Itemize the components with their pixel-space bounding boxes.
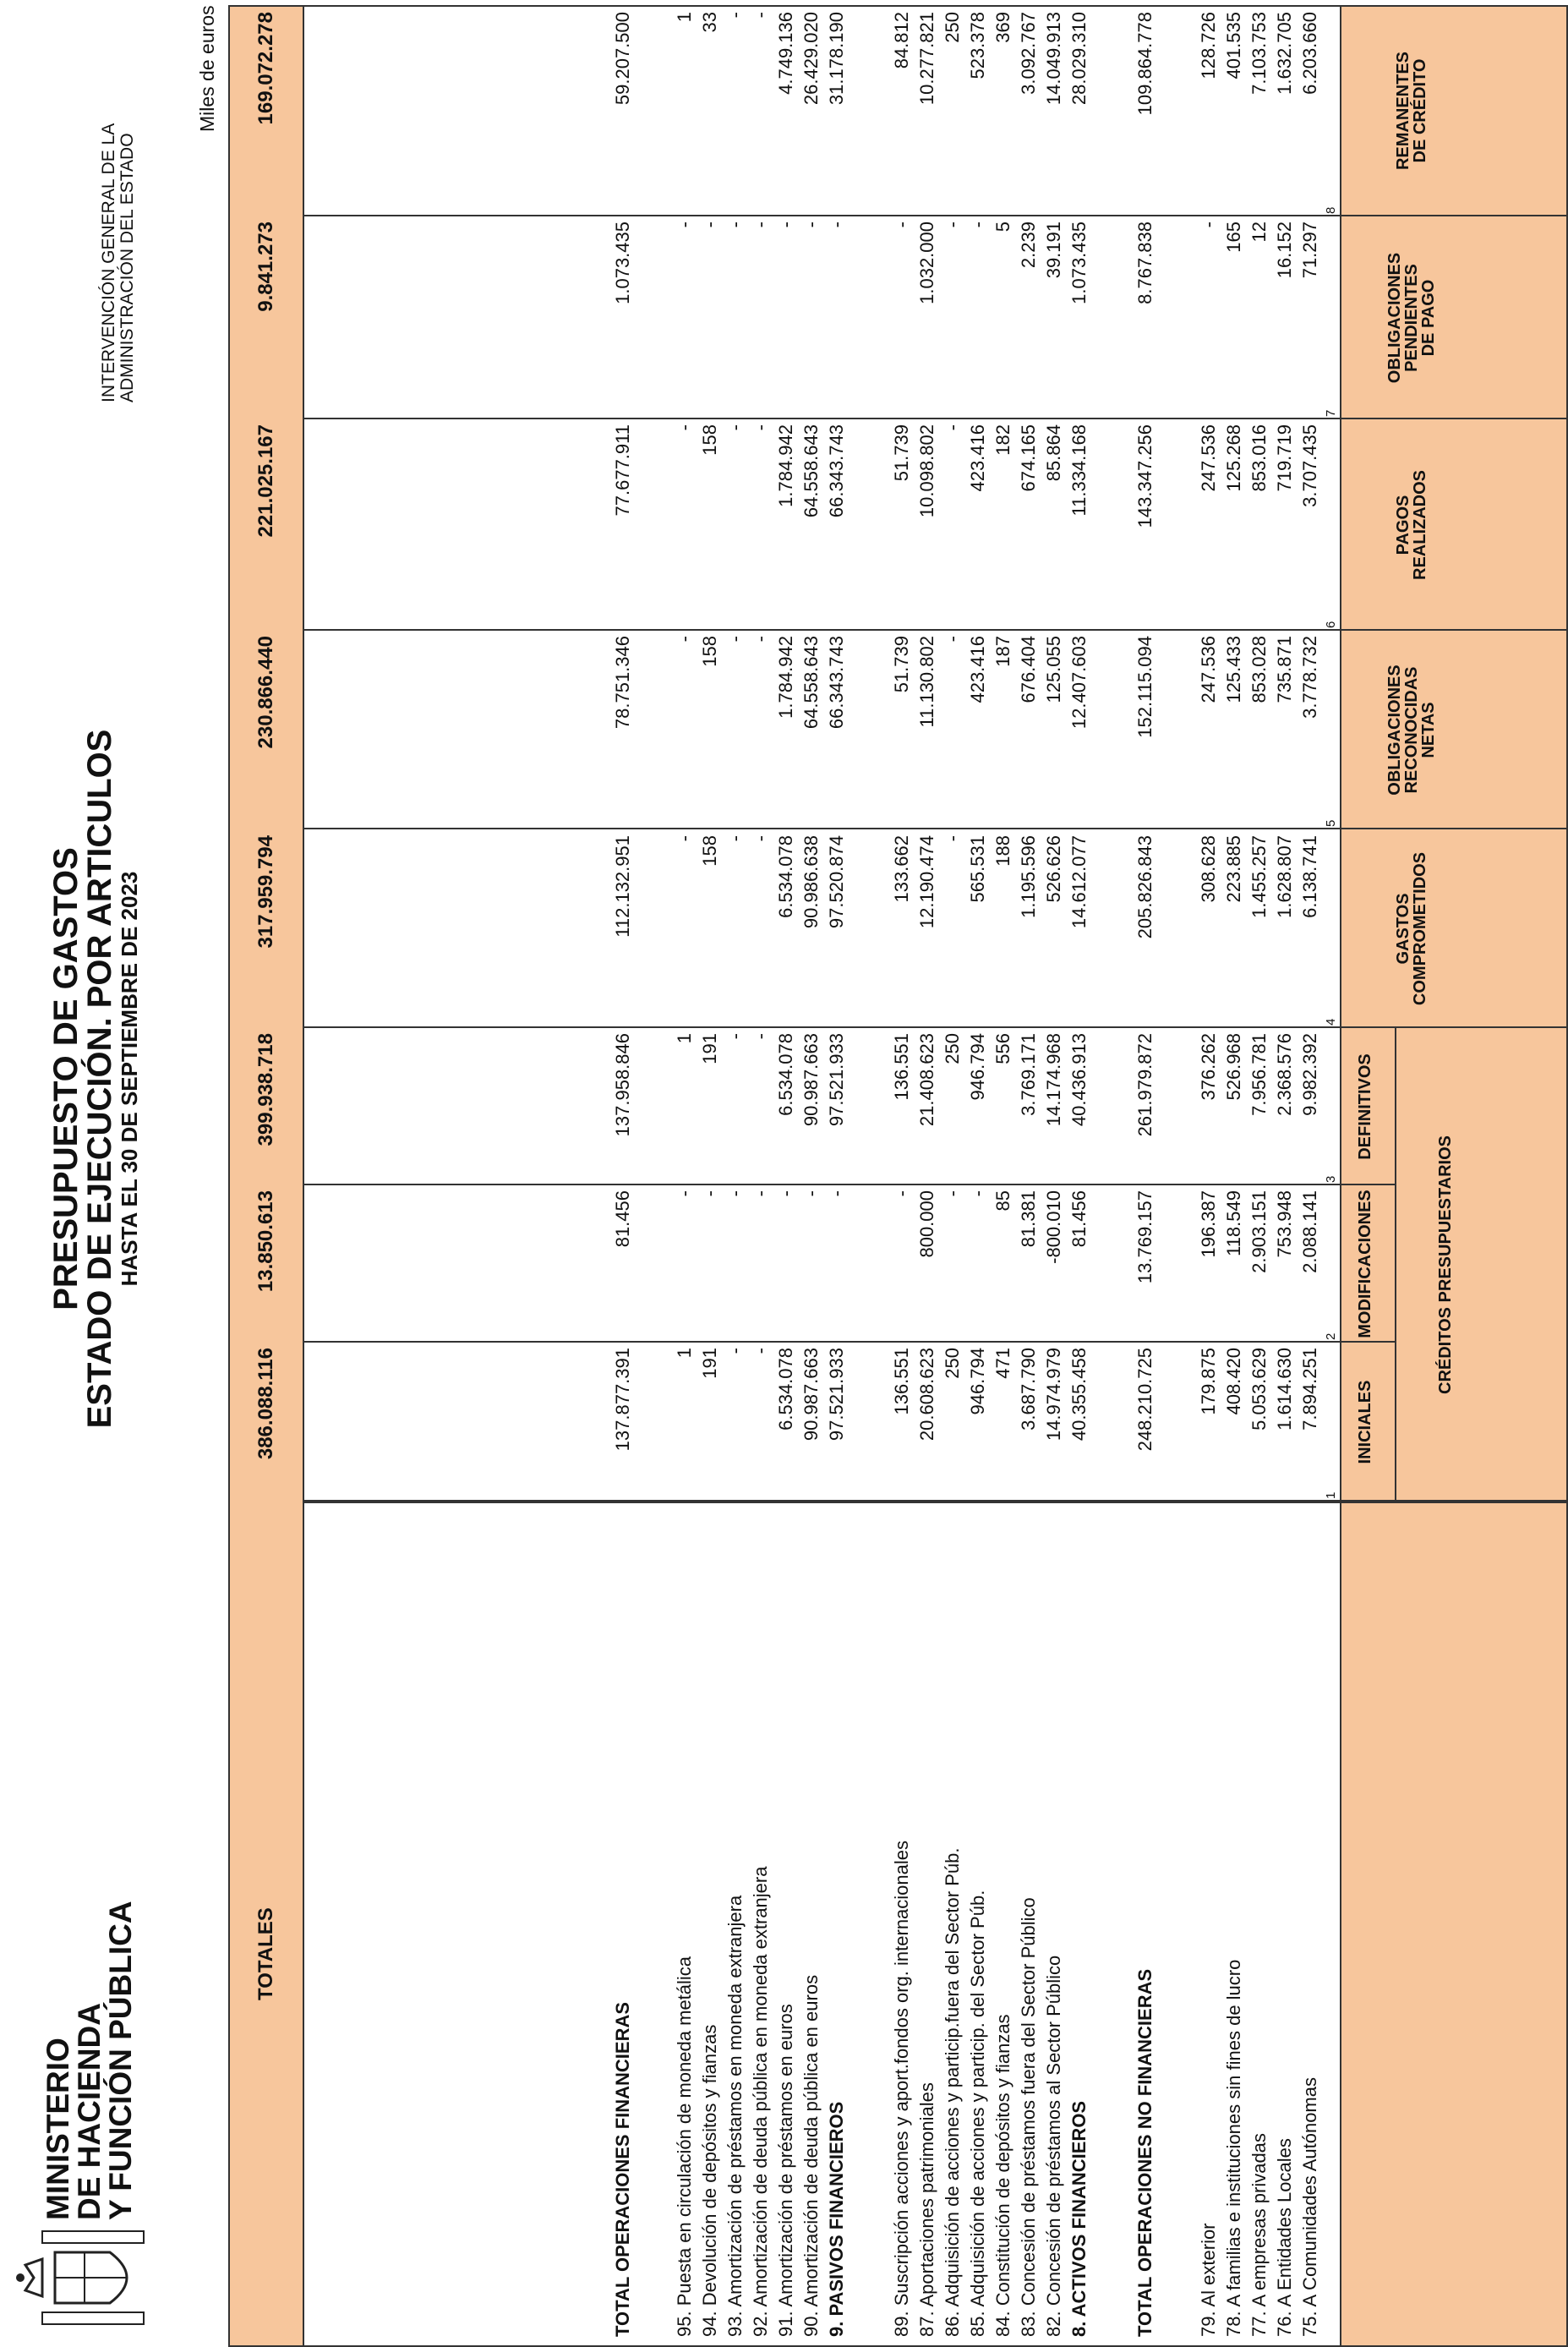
ministry-line-1: MINISTERIO <box>41 2038 75 2220</box>
row-value: 59.207.500 <box>612 12 633 106</box>
row-value: 20.608.623 <box>916 1348 937 1442</box>
ministry-name <box>42 1901 136 2220</box>
header-definitivos: DEFINITIVOS <box>1356 1053 1374 1160</box>
row-value: - <box>674 636 695 643</box>
totals-value: 230.866.440 <box>254 636 277 749</box>
row-value: 81.381 <box>1018 1190 1039 1248</box>
row-value: 109.864.778 <box>1134 12 1156 116</box>
row-value: 1 <box>674 1348 695 1359</box>
row-value: 408.420 <box>1223 1348 1244 1415</box>
row-value: 152.115.094 <box>1134 636 1156 738</box>
row-value: 308.628 <box>1198 835 1219 903</box>
row-value: 14.612.077 <box>1068 835 1090 929</box>
row-value: 248.210.725 <box>1134 1348 1156 1452</box>
row-value: 247.536 <box>1198 636 1219 703</box>
totals-value: 221.025.167 <box>254 424 277 538</box>
row-value: - <box>942 424 963 431</box>
report-title <box>49 656 142 1502</box>
row-value: 14.049.913 <box>1043 12 1064 106</box>
row-value: 40.436.913 <box>1068 1033 1090 1127</box>
row-value: 5.053.629 <box>1248 1348 1270 1431</box>
row-value: - <box>775 222 796 228</box>
row-label: 9. PASIVOS FINANCIEROS <box>826 2101 847 2337</box>
row-label: 90. Amortización de deuda pública en euros <box>800 1974 822 2337</box>
row-value: 1.628.807 <box>1274 835 1295 918</box>
row-value: - <box>942 222 963 228</box>
row-value: 376.262 <box>1198 1033 1219 1101</box>
row-label: 93. Amortización de préstamos en moneda extranjera <box>724 1895 746 2337</box>
row-value: 31.178.190 <box>826 12 847 106</box>
row-value: - <box>750 424 771 431</box>
row-value: - <box>967 1190 988 1197</box>
row-value: 4.749.136 <box>775 12 796 95</box>
row-value: 3.707.435 <box>1299 424 1320 507</box>
row-label: 76. A Entidades Locales <box>1274 2138 1295 2337</box>
row-value: 66.343.743 <box>826 424 847 518</box>
row-value: - <box>891 1190 912 1197</box>
row-value: 1.195.596 <box>1018 835 1039 918</box>
row-value: 1.614.630 <box>1274 1348 1295 1431</box>
row-value: 719.719 <box>1274 424 1295 492</box>
row-value: 3.092.767 <box>1018 12 1039 95</box>
row-label: 75. A Comunidades Autónomas <box>1299 2077 1320 2337</box>
row-value: 6.534.078 <box>775 1033 796 1116</box>
row-value: 10.098.802 <box>916 424 937 518</box>
row-value: 90.987.663 <box>800 1033 822 1127</box>
row-value: 7.956.781 <box>1248 1033 1270 1116</box>
row-value: 205.826.843 <box>1134 835 1156 939</box>
row-value: - <box>750 835 771 842</box>
row-value: - <box>724 12 746 19</box>
row-value: 66.343.743 <box>826 636 847 730</box>
row-value: - <box>967 222 988 228</box>
row-value: 133.662 <box>891 835 912 903</box>
row-value: 3.778.732 <box>1299 636 1320 719</box>
row-value: 90.987.663 <box>800 1348 822 1442</box>
row-value: 188 <box>992 835 1013 867</box>
row-value: 261.979.872 <box>1134 1033 1156 1137</box>
row-value: - <box>750 222 771 228</box>
row-label: 86. Adquisición de acciones y particip.fuera del Sector Púb. <box>942 1847 963 2337</box>
row-value: 565.531 <box>967 835 988 903</box>
row-value: - <box>674 222 695 228</box>
row-value: 85 <box>992 1190 1013 1212</box>
col-num-2: 2 <box>1324 1332 1338 1340</box>
row-value: 64.558.643 <box>800 424 822 518</box>
row-value: 7.103.753 <box>1248 12 1270 95</box>
row-value: 423.416 <box>967 424 988 492</box>
row-value: - <box>699 1190 720 1197</box>
row-value: 77.677.911 <box>612 424 633 517</box>
row-value: 187 <box>992 636 1013 667</box>
ministry-line-2: DE HACIENDA <box>72 2003 107 2220</box>
row-value: - <box>750 1348 771 1354</box>
row-value: 64.558.643 <box>800 636 822 730</box>
row-label: 84. Constitución de depósitos y fianzas <box>992 2014 1013 2337</box>
row-value: 97.521.933 <box>826 1348 847 1442</box>
row-value: 39.191 <box>1043 222 1064 279</box>
header-iniciales: INICIALES <box>1356 1380 1374 1464</box>
row-value: 158 <box>699 636 720 667</box>
row-value: - <box>775 1190 796 1197</box>
row-value: 10.277.821 <box>916 12 937 106</box>
row-value: 33 <box>699 12 720 33</box>
row-value: 16.152 <box>1274 222 1295 279</box>
col-num-6: 6 <box>1324 621 1338 628</box>
row-value: 11.130.802 <box>916 636 937 728</box>
row-value: 2.368.576 <box>1274 1033 1295 1116</box>
row-value: 5 <box>992 222 1013 233</box>
col-num-7: 7 <box>1324 409 1338 417</box>
row-value: 14.974.979 <box>1043 1348 1064 1442</box>
igae-line-2: ADMINISTRACIÓN DEL ESTADO <box>117 133 137 402</box>
row-value: 8.767.838 <box>1134 222 1156 304</box>
header-reconocidas: OBLIGACIONES RECONOCIDAS NETAS <box>1385 665 1438 796</box>
row-value: - <box>750 636 771 643</box>
totals-value: 13.850.613 <box>254 1190 277 1293</box>
row-value: 11.334.168 <box>1068 424 1090 517</box>
row-value: 526.968 <box>1223 1033 1244 1101</box>
row-value: 1 <box>674 1033 695 1044</box>
row-value: 1 <box>674 12 695 23</box>
igae-label <box>100 47 137 402</box>
col-num-1: 1 <box>1324 1491 1338 1499</box>
row-label: 85. Adquisición de acciones y particip. del Sector Púb. <box>967 1890 988 2337</box>
row-value: 191 <box>699 1033 720 1064</box>
row-value: 136.551 <box>891 1033 912 1101</box>
row-value: 13.769.157 <box>1134 1190 1156 1284</box>
row-value: 674.165 <box>1018 424 1039 492</box>
row-value: 51.739 <box>891 424 912 482</box>
row-value: 6.534.078 <box>775 1348 796 1431</box>
totals-value: 399.938.718 <box>254 1033 277 1146</box>
row-value: 401.535 <box>1223 12 1244 79</box>
header-creditos: CRÉDITOS PRESUPUESTARIOS <box>1436 1135 1455 1394</box>
totals-value: 317.959.794 <box>254 835 277 949</box>
row-value: 526.626 <box>1043 835 1064 903</box>
row-value: 21.408.623 <box>916 1033 937 1127</box>
row-label: 79. Al exterior <box>1198 2223 1219 2337</box>
totals-value: 169.072.278 <box>254 12 277 125</box>
col-num-3: 3 <box>1324 1175 1338 1183</box>
row-value: 2.088.141 <box>1299 1190 1320 1273</box>
row-label: 8. ACTIVOS FINANCIEROS <box>1068 2100 1090 2337</box>
row-value: 125.433 <box>1223 636 1244 703</box>
row-label: 91. Amortización de préstamos en euros <box>775 2004 796 2337</box>
row-value: 182 <box>992 424 1013 456</box>
row-value: 97.520.874 <box>826 835 847 929</box>
row-value: - <box>942 1190 963 1197</box>
row-value: - <box>800 1190 822 1197</box>
row-value: 26.429.020 <box>800 12 822 106</box>
row-value: 946.794 <box>967 1033 988 1101</box>
row-value: 179.875 <box>1198 1348 1219 1415</box>
row-value: 853.016 <box>1248 424 1270 492</box>
row-value: 250 <box>942 12 963 43</box>
row-value: - <box>724 835 746 842</box>
row-value: - <box>674 424 695 431</box>
coat-of-arms-icon <box>8 2227 161 2328</box>
row-label: 77. A empresas privadas <box>1248 2133 1270 2337</box>
row-value: 1.073.435 <box>1068 222 1090 304</box>
row-value: 118.549 <box>1223 1190 1244 1256</box>
row-value: 112.132.951 <box>612 835 633 938</box>
row-value: 128.726 <box>1198 12 1219 79</box>
row-value: - <box>750 1190 771 1197</box>
row-value: -800.010 <box>1043 1190 1064 1264</box>
row-value: - <box>750 12 771 19</box>
row-value: 223.885 <box>1223 835 1244 903</box>
row-value: 81.456 <box>612 1190 633 1248</box>
row-value: - <box>800 222 822 228</box>
row-value: - <box>750 1033 771 1040</box>
row-value: 143.347.256 <box>1134 424 1156 528</box>
row-label: 87. Aportaciones patrimoniales <box>916 2082 937 2337</box>
row-label: 89. Suscripción acciones y aport.fondos org. internacionales <box>891 1840 912 2337</box>
header-pendientes: OBLIGACIONES PENDIENTES DE PAGO <box>1385 252 1438 384</box>
row-value: - <box>699 222 720 228</box>
header-pagos: PAGOS REALIZADOS <box>1394 470 1429 580</box>
row-value: 196.387 <box>1198 1190 1219 1258</box>
row-value: - <box>674 1190 695 1197</box>
row-value: - <box>724 1190 746 1197</box>
row-label: 83. Concesión de préstamos fuera del Sector Público <box>1018 1897 1039 2337</box>
row-value: 158 <box>699 835 720 867</box>
header-comprometidos: GASTOS COMPROMETIDOS <box>1394 851 1429 1006</box>
col-num-8: 8 <box>1324 206 1338 214</box>
row-value: 3.769.171 <box>1018 1033 1039 1116</box>
row-label: TOTAL OPERACIONES NO FINANCIERAS <box>1134 1968 1156 2337</box>
row-value: 81.456 <box>1068 1190 1090 1248</box>
row-value: 125.268 <box>1223 424 1244 492</box>
row-value: 51.739 <box>891 636 912 693</box>
row-value: 556 <box>992 1033 1013 1064</box>
row-label: 82. Concesión de préstamos al Sector Público <box>1043 1955 1064 2337</box>
row-value: 14.174.968 <box>1043 1033 1064 1127</box>
row-label: 94. Devolución de depósitos y fianzas <box>699 2024 720 2337</box>
row-value: 853.028 <box>1248 636 1270 703</box>
row-value: - <box>724 222 746 228</box>
totals-label: TOTALES <box>254 1907 277 2000</box>
row-value: 1.784.942 <box>775 636 796 719</box>
totals-value: 386.088.116 <box>254 1348 277 1460</box>
col-num-5: 5 <box>1324 819 1338 827</box>
row-value: 84.812 <box>891 12 912 69</box>
row-value: 85.864 <box>1043 424 1064 482</box>
row-value: 71.297 <box>1299 222 1320 279</box>
row-value: 1.632.705 <box>1274 12 1295 95</box>
row-value: - <box>942 636 963 643</box>
row-value: - <box>826 1190 847 1197</box>
col-num-4: 4 <box>1324 1018 1338 1026</box>
title-line-3: HASTA EL 30 DE SEPTIEMBRE DE 2023 <box>117 871 142 1287</box>
row-value: 1.455.257 <box>1248 835 1270 918</box>
row-value: 2.239 <box>1018 222 1039 269</box>
row-value: 97.521.933 <box>826 1033 847 1127</box>
row-value: 1.073.435 <box>612 222 633 304</box>
row-label: TOTAL OPERACIONES FINANCIERAS <box>612 2001 633 2337</box>
row-value: 165 <box>1223 222 1244 253</box>
row-value: 676.404 <box>1018 636 1039 703</box>
row-value: 137.958.846 <box>612 1033 633 1137</box>
row-value: 250 <box>942 1033 963 1064</box>
row-value: 12.190.474 <box>916 835 937 929</box>
row-value: 1.784.942 <box>775 424 796 507</box>
units-label: Miles de euros <box>196 5 218 132</box>
row-label: 92. Amortización de deuda pública en moneda extranjera <box>750 1866 771 2337</box>
row-value: 12.407.603 <box>1068 636 1090 730</box>
row-value: 125.055 <box>1043 636 1064 703</box>
row-value: 28.029.310 <box>1068 12 1090 106</box>
row-value: 9.982.392 <box>1299 1033 1320 1116</box>
row-value: 6.534.078 <box>775 835 796 918</box>
title-line-1: PRESUPUESTO DE GASTOS <box>47 847 85 1310</box>
row-value: 6.138.741 <box>1299 835 1320 918</box>
row-value: 158 <box>699 424 720 456</box>
title-line-2: ESTADO DE EJECUCIÓN. POR ARTICULOS <box>81 729 118 1429</box>
row-value: 523.378 <box>967 12 988 79</box>
totals-value: 9.841.273 <box>254 222 277 312</box>
row-value: 137.877.391 <box>612 1348 633 1452</box>
row-value: 423.416 <box>967 636 988 703</box>
row-value: - <box>826 222 847 228</box>
row-value: 12 <box>1248 222 1270 243</box>
row-value: - <box>674 835 695 842</box>
row-value: 191 <box>699 1348 720 1379</box>
row-value: 2.903.151 <box>1248 1190 1270 1273</box>
row-value: 1.032.000 <box>916 222 937 304</box>
igae-line-1: INTERVENCIÓN GENERAL DE LA <box>99 123 118 402</box>
row-value: 6.203.660 <box>1299 12 1320 95</box>
row-value: 369 <box>992 12 1013 43</box>
row-label: 78. A familias e instituciones sin fines de lucro <box>1223 1959 1244 2337</box>
row-value: 3.687.790 <box>1018 1348 1039 1431</box>
row-value: 471 <box>992 1348 1013 1379</box>
row-value: 136.551 <box>891 1348 912 1415</box>
row-value: - <box>724 1348 746 1354</box>
row-value: - <box>724 424 746 431</box>
row-value: 250 <box>942 1348 963 1379</box>
row-value: 247.536 <box>1198 424 1219 492</box>
row-value: 78.751.346 <box>612 636 633 730</box>
row-value: 90.986.638 <box>800 835 822 929</box>
header-modificaciones: MODIFICACIONES <box>1356 1190 1374 1338</box>
row-value: 800.000 <box>916 1190 937 1258</box>
header-remanentes: REMANENTES DE CRÉDITO <box>1394 52 1429 171</box>
row-value: 7.894.251 <box>1299 1348 1320 1431</box>
ministry-line-3: Y FUNCIÓN PÚBLICA <box>103 1901 138 2220</box>
row-value: - <box>891 222 912 228</box>
row-value: - <box>942 835 963 842</box>
row-label: 95. Puesta en circulación de moneda metálica <box>674 1956 695 2337</box>
row-value: - <box>724 1033 746 1040</box>
row-value: 40.355.458 <box>1068 1348 1090 1442</box>
row-value: 735.871 <box>1274 636 1295 703</box>
row-value: 946.794 <box>967 1348 988 1415</box>
row-value: - <box>724 636 746 643</box>
row-value: 753.948 <box>1274 1190 1295 1258</box>
row-value: - <box>1198 222 1219 228</box>
